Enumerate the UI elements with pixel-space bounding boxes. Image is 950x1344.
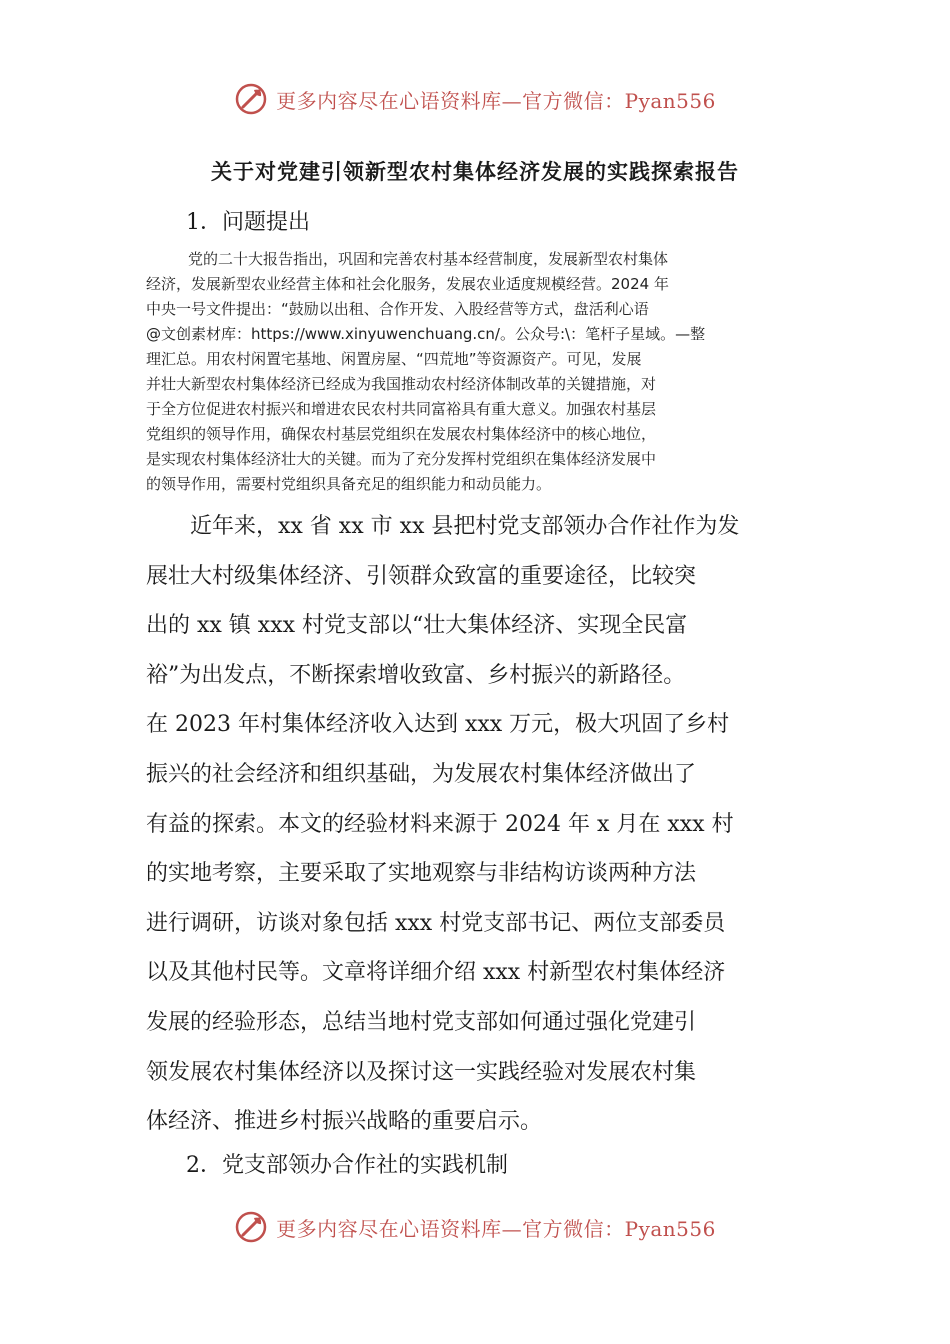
banner-text: 更多内容尽在心语资料库—官方微信：Pyan556 [276, 1216, 716, 1241]
paragraph-line: 领发展农村集体经济以及探讨这一实践经验对发展农村集 [146, 1059, 697, 1085]
paragraph-line: 近年来，xx 省 xx 市 xx 县把村党支部领办合作社作为发 [146, 514, 740, 539]
paragraph-line: 于全方位促进农村振兴和增进农民农村共同富裕具有重大意义。加强农村基层 [146, 400, 657, 418]
paragraph-line: 并壮大新型农村集体经济已经成为我国推动农村经济体制改革的关键措施，对 [146, 375, 657, 393]
paragraph-line: 的领导作用，需要村党组织具备充足的组织能力和动员能力。 [146, 475, 552, 493]
section-heading-2: 2．党支部领办合作社的实践机制 [186, 1153, 508, 1178]
paragraph-line: 理汇总。用农村闲置宅基地、闲置房屋、“四荒地”等资源资产。可见，发展 [146, 350, 642, 368]
header-banner [0, 82, 950, 116]
section1-small-paragraph [146, 247, 806, 497]
paragraph-line: 在 2023 年村集体经济收入达到 xxx 万元，极大巩固了乡村 [146, 712, 730, 738]
paragraph-line: @文创素材库：https://www.xinyuwenchuang.cn/。公众号:\：笔杆子星域。—整 [146, 325, 706, 343]
paragraph-line: 党的二十大报告指出，巩固和完善农村基本经营制度，发展新型农村集体 [188, 250, 669, 268]
paragraph-line: 出的 xx 镇 xxx 村党支部以“壮大集体经济、实现全民富 [146, 613, 688, 639]
quill-pen-logo-icon [234, 82, 268, 116]
paragraph-line: 中央一号文件提出：“鼓励以出租、合作开发、入股经营等方式，盘活利心语 [146, 300, 649, 318]
paragraph-line: 体经济、推进乡村振兴战略的重要启示。 [146, 1109, 543, 1135]
paragraph-line: 振兴的社会经济和组织基础，为发展农村集体经济做出了 [146, 761, 697, 787]
quill-pen-logo-icon [234, 1210, 268, 1244]
paragraph-line: 以及其他村民等。文章将详细介绍 xxx 村新型农村集体经济 [146, 960, 726, 986]
paragraph-line: 展壮大村级集体经济、引领群众致富的重要途径，比较突 [146, 563, 697, 589]
paragraph-line: 是实现农村集体经济壮大的关键。而为了充分发挥村党组织在集体经济发展中 [146, 450, 657, 468]
section-heading-1: 1．问题提出 [186, 210, 310, 235]
paragraph-line: 裕”为出发点，不断探索增收致富、乡村振兴的新路径。 [146, 662, 686, 688]
paragraph-line: 有益的探索。本文的经验材料来源于 2024 年 x 月在 xxx 村 [146, 811, 734, 837]
document-title: 关于对党建引领新型农村集体经济发展的实践探索报告 [211, 159, 739, 184]
paragraph-line: 党组织的领导作用，确保农村基层党组织在发展农村集体经济中的核心地位， [146, 425, 657, 443]
paragraph-line: 发展的经验形态，总结当地村党支部如何通过强化党建引 [146, 1009, 697, 1035]
paragraph-line: 进行调研，访谈对象包括 xxx 村党支部书记、两位支部委员 [146, 910, 726, 936]
paragraph-line: 的实地考察，主要采取了实地观察与非结构访谈两种方法 [146, 861, 697, 887]
footer-banner [0, 1210, 950, 1244]
banner-text: 更多内容尽在心语资料库—官方微信：Pyan556 [276, 88, 716, 113]
paragraph-line: 经济，发展新型农业经营主体和社会化服务，发展农业适度规模经营。2024 年 [146, 275, 669, 293]
section1-main-paragraph [146, 502, 808, 1147]
